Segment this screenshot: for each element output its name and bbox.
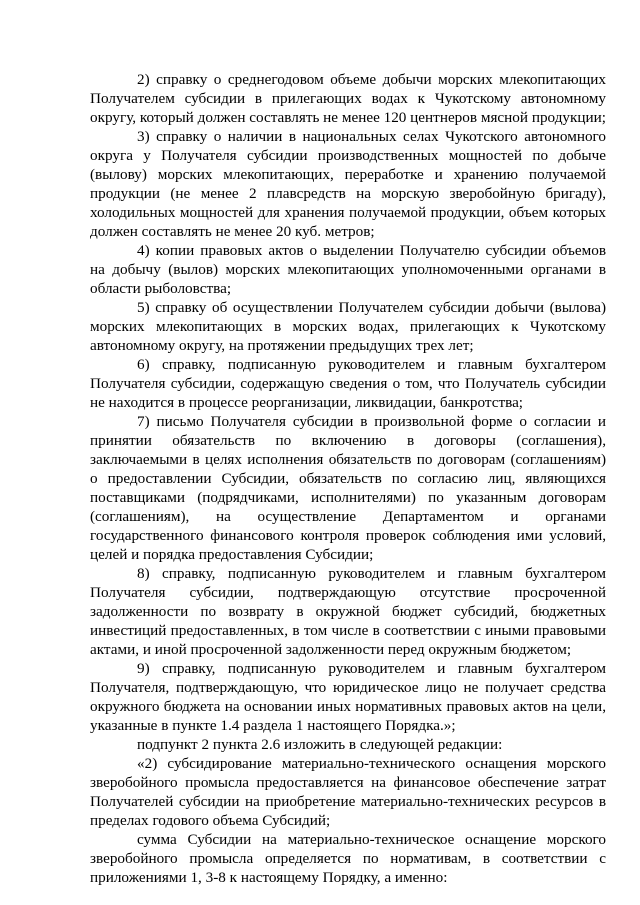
paragraph-item-4: 4) копии правовых актов о выделении Получателю субсидии объемов на добычу (вылов) морских млекопитающих уполномоченными органами в области рыболовства; [90,242,606,297]
document-page [90,70,606,887]
paragraph-item-7: 7) письмо Получателя субсидии в произвольной форме о согласии и принятии обязательств по включению в договоры (соглашения), заключаемыми в целях исполнения обязательств по договорам (соглашениям) о предоставлении Субсидии, обязательств по согласию лиц, являющихся поставщиками (подрядчиками, исполнителями) по указанным договорам (соглашениям), на осуществление Департаментом и органами государственного финансового контроля проверок соблюдения ими условий, целей и порядка предоставления Субсидии; [90,413,606,563]
paragraph-item-9: 9) справку, подписанную руководителем и главным бухгалтером Получателя, подтверждающую, что юридическое лицо не получает средства окружного бюджета на основании иных нормативных правовых актов на цели, указанные в пункте 1.4 раздела 1 настоящего Порядка.»; [90,660,606,734]
paragraph-item-5: 5) справку об осуществлении Получателем субсидии добычи (вылова) морских млекопитающих в морских водах, прилегающих к Чукотскому автономному округу, на протяжении предыдущих трех лет; [90,299,606,354]
paragraph-subsidy-amount: сумма Субсидии на материально-техническое оснащение морского зверобойного промысла определяется по нормативам, в соответствии с приложениями 1, 3-8 к настоящему Порядку, а именно: [90,831,606,886]
paragraph-new-subitem-2: «2) субсидирование материально-технического оснащения морского зверобойного промысла предоставляется на финансовое обеспечение затрат Получателей субсидии на приобретение материально-технических ресурсов в пределах годового объема Субсидий; [90,755,606,829]
paragraph-item-6: 6) справку, подписанную руководителем и главным бухгалтером Получателя субсидии, содержащую сведения о том, что Получатель субсидии не находится в процессе реорганизации, ликвидации, банкротства; [90,356,606,411]
paragraph-amendment-intro: подпункт 2 пункта 2.6 изложить в следующей редакции: [137,736,503,753]
paragraph-item-3: 3) справку о наличии в национальных селах Чукотского автономного округа у Получателя субсидии производственных мощностей по добыче (вылову) морских млекопитающих, переработке и хранению получаемой продукции (не менее 2 плавсредств на морскую зверобойную бригаду), холодильных мощностей для хранения получаемой продукции, объем которых должен составлять не менее 20 куб. метров; [90,128,606,240]
paragraph-item-2: 2) справку о среднегодовом объеме добычи морских млекопитающих Получателем субсидии в прилегающих водах к Чукотскому автономному округу, который должен составлять не менее 120 центнеров мясной продукции; [90,71,607,126]
paragraph-item-8: 8) справку, подписанную руководителем и главным бухгалтером Получателя субсидии, подтверждающую отсутствие просроченной задолженности по возврату в окружной бюджет субсидий, бюджетных инвестиций предоставленных, в том числе в соответствии с иными правовыми актами, и иной просроченной задолженности перед окружным бюджетом; [90,565,606,658]
